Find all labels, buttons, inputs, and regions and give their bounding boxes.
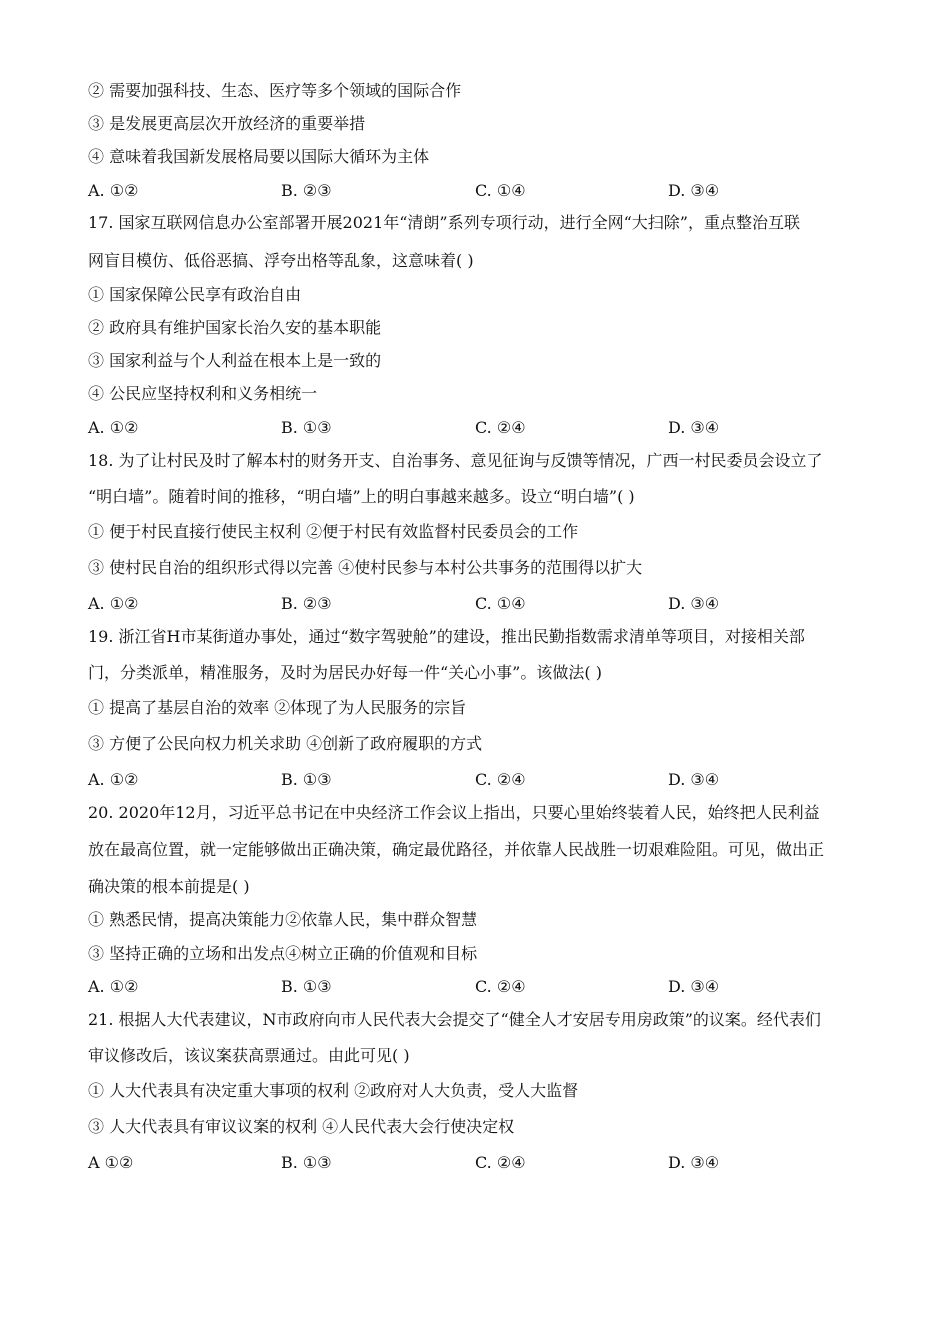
q16-options <box>88 181 848 201</box>
q16-option-d: D. ③④ <box>668 181 720 200</box>
q17-options <box>88 418 848 438</box>
q19-option-b: B. ①③ <box>281 770 332 789</box>
q16-item-3: ③ 是发展更高层次开放经济的重要举措 <box>88 114 366 133</box>
q20-option-a: A. ①② <box>88 977 139 996</box>
q21-stem-line-2: 审议修改后，该议案获高票通过。由此可见( ) <box>88 1046 410 1065</box>
q16-item-2: ② 需要加强科技、生态、医疗等多个领域的国际合作 <box>88 81 462 100</box>
q17-item-1: ① 国家保障公民享有政治自由 <box>88 285 302 304</box>
q17-stem-line-2: 网盲目模仿、低俗恶搞、浮夸出格等乱象，这意味着( ) <box>88 251 474 270</box>
q18-items-line-2: ③ 使村民自治的组织形式得以完善 ④使村民参与本村公共事务的范围得以扩大 <box>88 558 643 577</box>
q19-option-d: D. ③④ <box>668 770 720 789</box>
q18-option-d: D. ③④ <box>668 594 720 613</box>
q20-options <box>88 977 848 997</box>
q19-option-c: C. ②④ <box>475 770 526 789</box>
q17-option-d: D. ③④ <box>668 418 720 437</box>
q21-options <box>88 1153 848 1173</box>
q20-option-c: C. ②④ <box>475 977 526 996</box>
q20-stem-line-2: 放在最高位置，就一定能够做出正确决策，确定最优路径，并依靠人民战胜一切艰难险阻。可见，做出正 <box>88 840 825 859</box>
q19-stem-line-2: 门，分类派单，精准服务，及时为居民办好每一件“关心小事”。该做法( ) <box>88 663 602 682</box>
q17-stem-line-1: 17. 国家互联网信息办公室部署开展2021年“清朗”系列专项行动，进行全网“大扫除”，重点整治互联 <box>88 213 800 232</box>
q18-option-c: C. ①④ <box>475 594 526 613</box>
q21-option-b: B. ①③ <box>281 1153 332 1172</box>
q18-option-a: A. ①② <box>88 594 139 613</box>
q19-items-line-2: ③ 方便了公民向权力机关求助 ④创新了政府履职的方式 <box>88 734 483 753</box>
q20-stem-line-3: 确决策的根本前提是( ) <box>88 877 250 896</box>
q21-items-line-1: ① 人大代表具有决定重大事项的权利 ②政府对人大负责，受人大监督 <box>88 1081 579 1100</box>
q19-items-line-1: ① 提高了基层自治的效率 ②体现了为人民服务的宗旨 <box>88 698 467 717</box>
q20-option-b: B. ①③ <box>281 977 332 996</box>
q18-option-b: B. ②③ <box>281 594 332 613</box>
q17-item-4: ④ 公民应坚持权利和义务相统一 <box>88 384 318 403</box>
q16-option-c: C. ①④ <box>475 181 526 200</box>
q19-stem-line-1: 19. 浙江省H市某街道办事处，通过“数字驾驶舱”的建设，推出民勤指数需求清单等项目，对接相关部 <box>88 627 805 646</box>
q17-option-a: A. ①② <box>88 418 139 437</box>
q16-option-b: B. ②③ <box>281 181 332 200</box>
q19-options <box>88 770 848 790</box>
q21-option-c: C. ②④ <box>475 1153 526 1172</box>
q17-option-b: B. ①③ <box>281 418 332 437</box>
q20-stem-line-1: 20. 2020年12月，习近平总书记在中央经济工作会议上指出，只要心里始终装着人民，始终把人民利益 <box>88 803 820 822</box>
q17-item-3: ③ 国家利益与个人利益在根本上是一致的 <box>88 351 382 370</box>
q20-items-line-1: ① 熟悉民情，提高决策能力②依靠人民，集中群众智慧 <box>88 910 478 929</box>
q18-stem-line-1: 18. 为了让村民及时了解本村的财务开支、自治事务、意见征询与反馈等情况，广西一村民委员会设立了 <box>88 451 823 470</box>
q21-option-d: D. ③④ <box>668 1153 720 1172</box>
q20-option-d: D. ③④ <box>668 977 720 996</box>
q17-item-2: ② 政府具有维护国家长治久安的基本职能 <box>88 318 382 337</box>
q18-options <box>88 594 848 614</box>
q16-option-a: A. ①② <box>88 181 139 200</box>
q18-stem-line-2: “明白墙”。随着时间的推移，“明白墙”上的明白事越来越多。设立“明白墙”( ) <box>88 487 635 506</box>
q21-option-a: A ①② <box>88 1153 134 1172</box>
q20-items-line-2: ③ 坚持正确的立场和出发点④树立正确的价值观和目标 <box>88 944 478 963</box>
q17-option-c: C. ②④ <box>475 418 526 437</box>
q21-stem-line-1: 21. 根据人大代表建议，N市政府向市人民代表大会提交了“健全人才安居专用房政策”的议案。经代表们 <box>88 1010 821 1029</box>
q18-items-line-1: ① 便于村民直接行使民主权利 ②便于村民有效监督村民委员会的工作 <box>88 522 579 541</box>
q21-items-line-2: ③ 人大代表具有审议议案的权利 ④人民代表大会行使决定权 <box>88 1117 515 1136</box>
q16-item-4: ④ 意味着我国新发展格局要以国际大循环为主体 <box>88 147 430 166</box>
q19-option-a: A. ①② <box>88 770 139 789</box>
